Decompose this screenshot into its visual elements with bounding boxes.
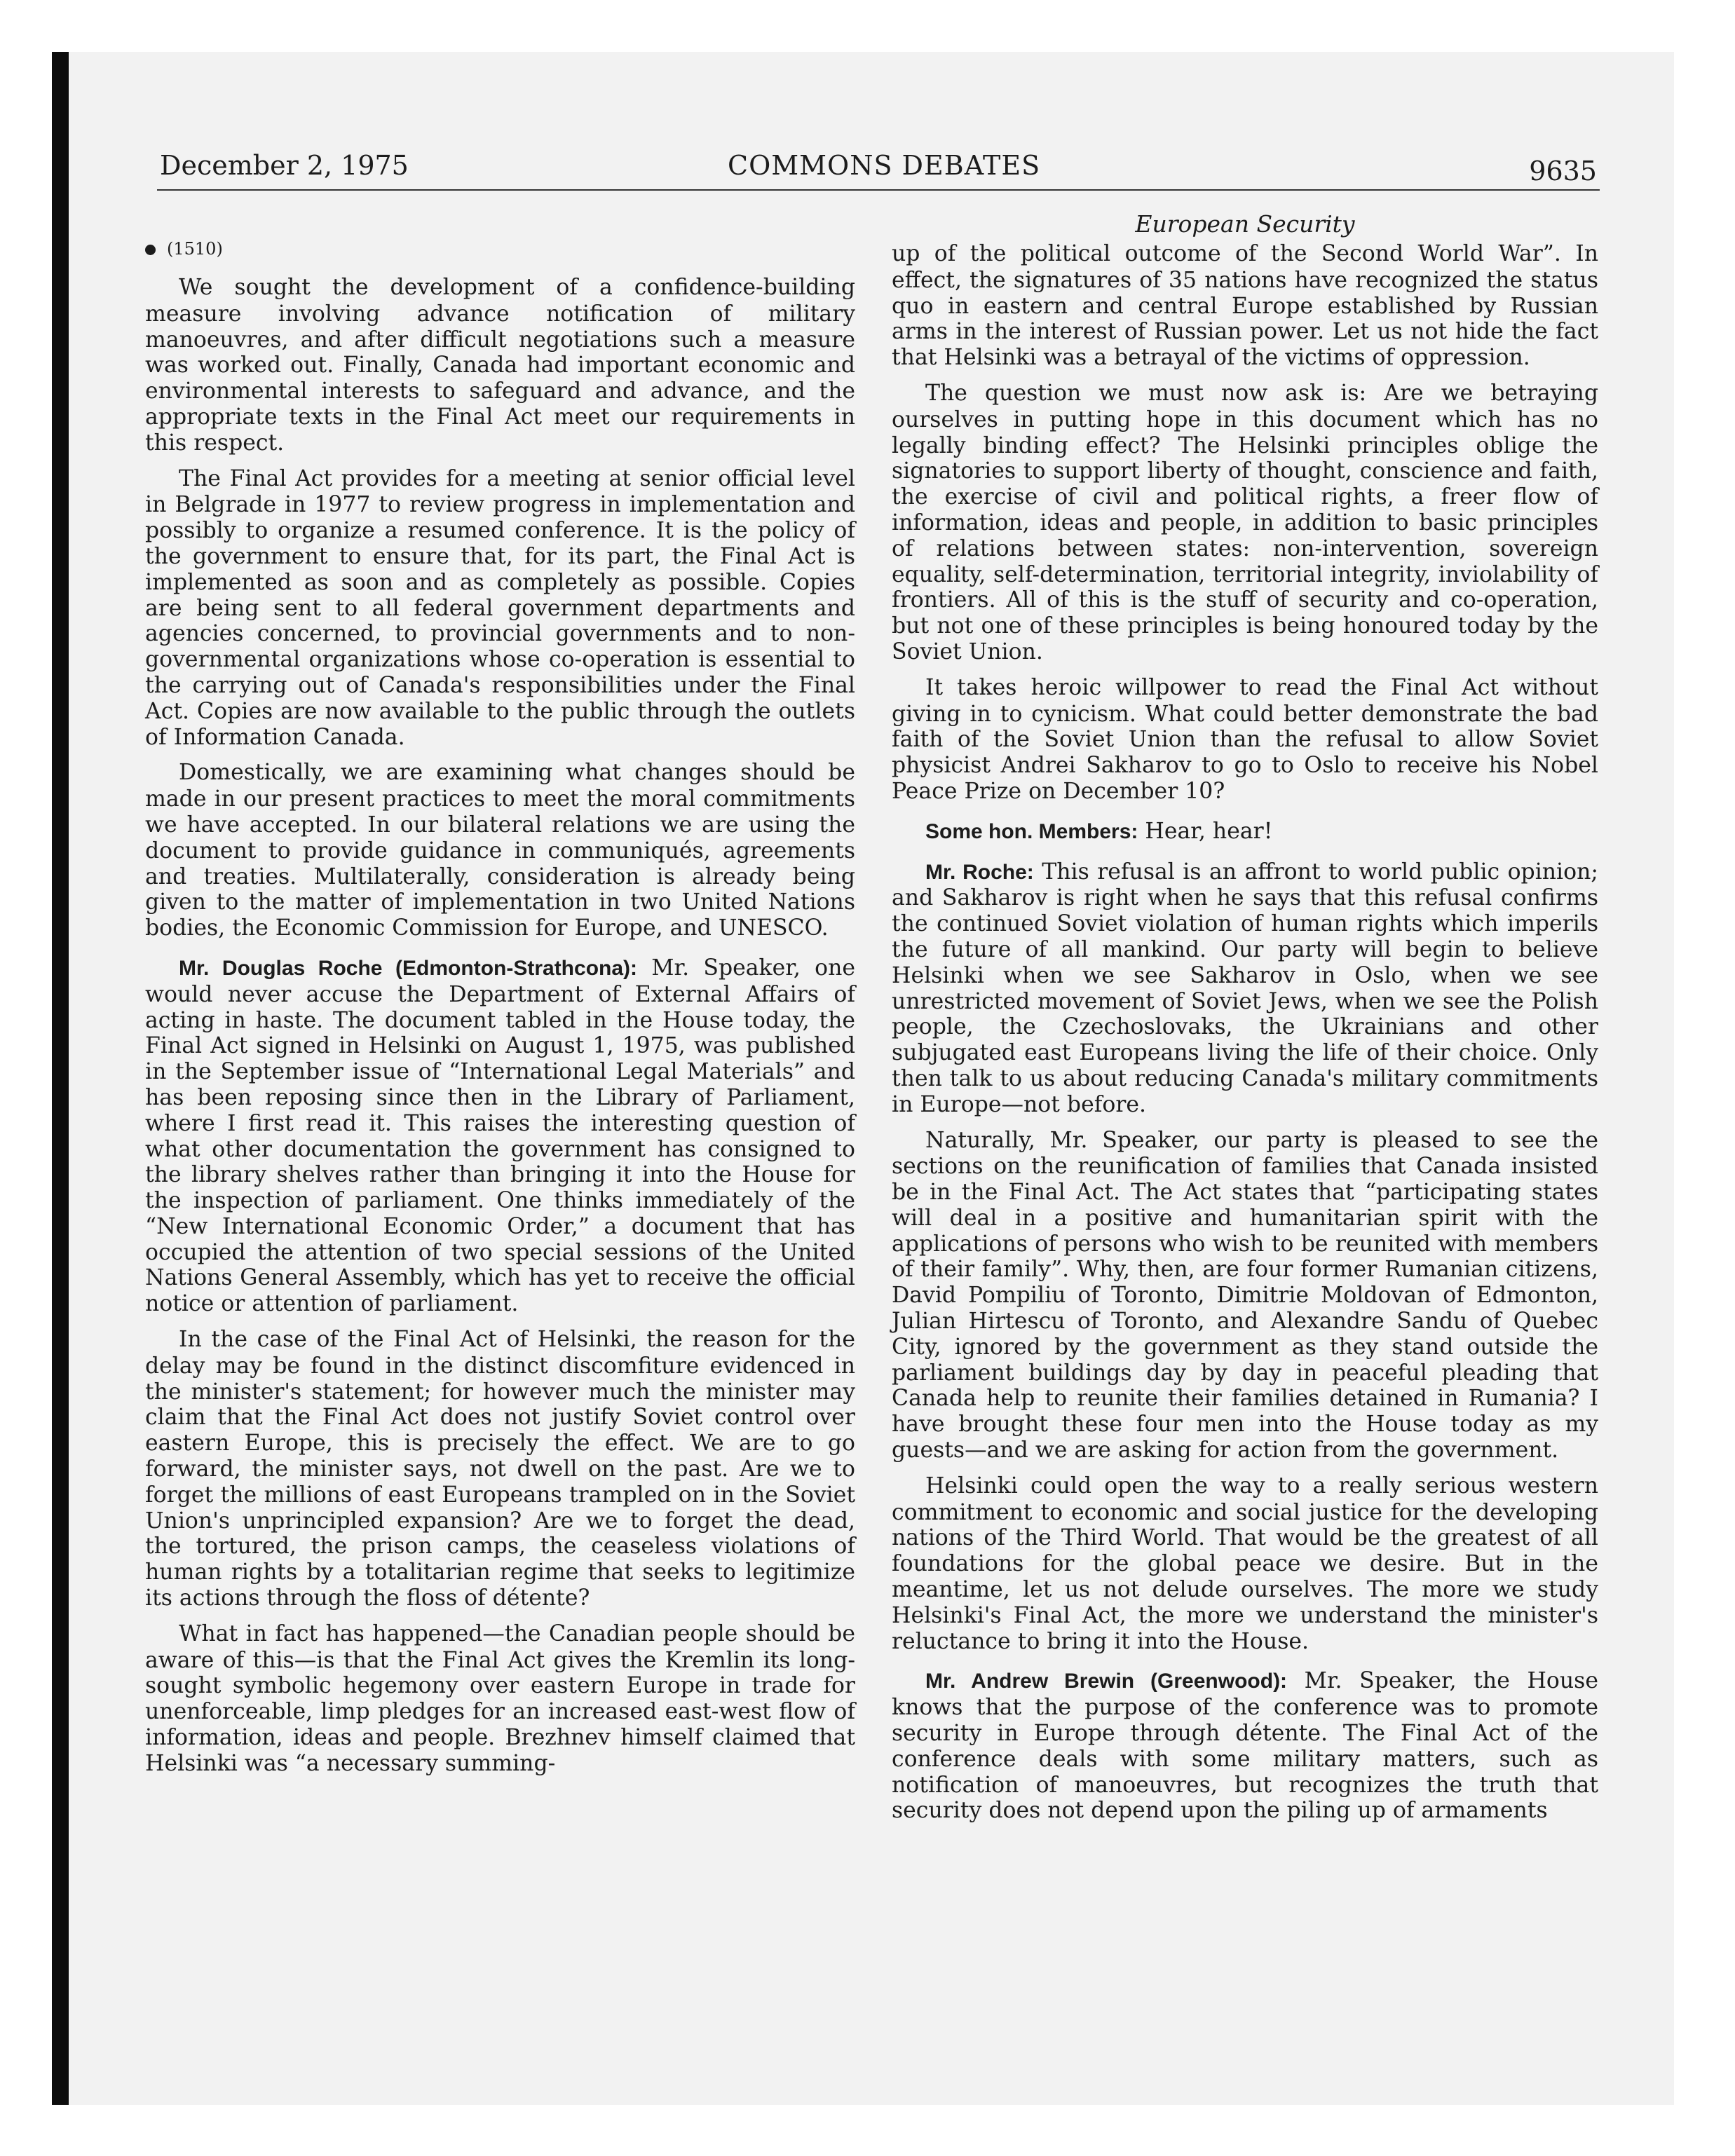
time-marker <box>145 238 855 259</box>
speaker-name: Mr. Roche: <box>925 860 1034 884</box>
paragraph <box>145 1327 855 1611</box>
paragraph-text: What in fact has happened—the Canadian people should be aware of this—is that the Final Act gives the Kremlin its long-sought symbolic hegemony over eastern Europe in trade for unenforceable, limp pledges for an increased east-west flow of information, ideas and people. Brezhnev himself claimed that Helsinki was “a necessary summing- <box>145 1621 855 1776</box>
paragraph-text: Helsinki could open the way to a really serious western commitment to economic and social justice for the developing nations of the Third World. That would be the greatest of all foundations for the global peace we desire. But in the meantime, let us not delude ourselves. The more we study Helsinki's Final Act, the more we understand the minister's reluctance to bring it into the House. <box>892 1473 1598 1654</box>
paragraph-text: Hear, hear! <box>1145 818 1273 844</box>
paragraph <box>892 241 1598 371</box>
speaker-name: Some hon. Members: <box>925 819 1138 843</box>
paragraph <box>892 1668 1598 1824</box>
left-column <box>145 238 855 1787</box>
paragraph-text: Naturally, Mr. Speaker, our party is pleased to see the sections on the reunification of families that Canada insisted be in the Final Act. The Act states that “participating states will deal in a positive and humanitarian spirit with the applications of persons who wish to be reunited with members of their family”. Why, then, are four former Rumanian citizens, David Pompiliu of Toronto, Dimitrie Moldovan of Edmonton, Julian Hirtescu of Toronto, and Alexandre Sandu of Quebec City, ignored by the government as they stand outside the parliament buildings day by day in peaceful pleading that Canada help to reunite their families detained in Rumania? I have brought these four men into the House today as my guests—and we are asking for action from the government. <box>892 1127 1598 1464</box>
paragraph <box>892 675 1598 805</box>
paragraph <box>145 1621 855 1777</box>
header-title: COMMONS DEBATES <box>728 150 1041 181</box>
paragraph-text: We sought the development of a confidence-building measure involving advance notification of military manoeuvres, and after difficult negotiations such a measure was worked out. Finally, Canada had important economic and environmental interests to safeguard and advance, and the appropriate texts in the Final Act meet our requirements in this respect. <box>145 275 855 456</box>
paragraph-text: In the case of the Final Act of Helsinki, the reason for the delay may be found in the distinct discomfiture evidenced in the minister's statement; for however much the minister may claim that the Final Act does not justify Soviet control over eastern Europe, this is precisely the effect. We are to go forward, the minister says, not dwell on the past. Are we to forget the millions of east Europeans trampled on in the Soviet Union's unprincipled expansion? Are we to forget the dead, the tortured, the prison camps, the ceaseless violations of human rights by a totalitarian regime that seeks to legitimize its actions through the floss of détente? <box>145 1327 855 1611</box>
header-date: December 2, 1975 <box>160 150 409 181</box>
paragraph-text: Mr. Speaker, one would never accuse the Department of External Affairs of acting in haste. The document tabled in the House today, the Final Act signed in Helsinki on August 1, 1975, was published in the September issue of “International Legal Materials” and has been reposing since then in the Library of Parliament, where I first read it. This raises the interesting question of what other documentation the government has consigned to the library shelves rather than bringing it into the House for the inspection of parliament. One thinks immediately of the “New International Economic Order,” a document that has occupied the attention of two special sessions of the United Nations General Assembly, which has yet to receive the official notice or attention of parliament. <box>145 955 856 1317</box>
paragraph <box>145 275 855 456</box>
paragraph-text: up of the political outcome of the Second World War”. In effect, the signatures of 35 nations have recognized the status quo in eastern and central Europe established by Russian arms in the interest of Russian power. Let us not hide the fact that Helsinki was a betrayal of the victims of oppression. <box>892 241 1598 371</box>
right-column <box>892 210 1598 1834</box>
bullet-icon <box>145 245 156 255</box>
running-head: European Security <box>1135 210 1355 238</box>
paragraph-text: The question we must now ask is: Are we betraying ourselves in putting hope in this document which has no legally binding effect? The Helsinki principles oblige the signatories to support liberty of thought, conscience and faith, the exercise of civil and political rights, a freer flow of information, ideas and people, in addition to basic principles of relations between states: non-intervention, sovereign equality, self-determination, territorial integrity, inviolability of frontiers. All of this is the stuff of security and co-operation, but not one of these principles is being honoured today by the Soviet Union. <box>892 380 1598 664</box>
paragraph <box>892 381 1598 665</box>
paragraph-text: Mr. Speaker, the House knows that the purpose of the conference was to promote security in Europe through détente. The Final Act of the conference deals with some military matters, such as notification of manoeuvres, but recognizes the truth that security does not depend upon the piling up of armaments <box>892 1668 1598 1824</box>
paragraph <box>145 955 855 1317</box>
header-rule <box>157 189 1600 191</box>
scan-edge-bar <box>52 52 69 2105</box>
paragraph <box>145 466 855 751</box>
page-header <box>160 150 1597 192</box>
speaker-name: Mr. Andrew Brewin (Greenwood): <box>925 1670 1288 1693</box>
paragraph-text: This refusal is an affront to world public opinion; and Sakharov is right when he says that this refusal confirms the continued Soviet violation of human rights which imperils the future of all mankind. Our party will begin to believe Helsinki when we see Sakharov in Oslo, when we see unrestricted movement of Soviet Jews, when we see the Polish people, the Czechoslovaks, the Ukrainians and other subjugated east Europeans living the life of their choice. Only then talk to us about reducing Canada's military commitments in Europe—not before. <box>892 859 1598 1117</box>
paragraph <box>892 859 1598 1118</box>
paragraph-text: It takes heroic willpower to read the Final Act without giving in to cynicism. What could better demonstrate the bad faith of the Soviet Union than the refusal to allow Soviet physicist Andrei Sakharov to go to Oslo to receive his Nobel Peace Prize on December 10? <box>892 674 1598 804</box>
paragraph <box>892 1473 1598 1655</box>
paragraph <box>145 760 855 941</box>
paragraph <box>892 1128 1598 1464</box>
page-number: 9635 <box>1529 156 1597 186</box>
paragraph <box>892 819 1598 845</box>
paragraph-text: The Final Act provides for a meeting at senior official level in Belgrade in 1977 to review progress in implementation and possibly to organize a resumed conference. It is the policy of the government to ensure that, for its part, the Final Act is implemented as soon and as completely as possible. Copies are being sent to all federal government departments and agencies concerned, to provincial governments and to non-governmental organizations whose co-operation is essential to the carrying out of Canada's responsibilities under the Final Act. Copies are now available to the public through the outlets of Information Canada. <box>145 465 855 750</box>
paragraph-text: Domestically, we are examining what changes should be made in our present practices to meet the moral commitments we have accepted. In our bilateral relations we are using the document to provide guidance in communiqués, agreements and treaties. Multilaterally, consideration is already being given to the matter of implementation in two United Nations bodies, the Economic Commission for Europe, and UNESCO. <box>145 760 855 941</box>
speaker-name: Mr. Douglas Roche (Edmonton-Strathcona): <box>179 956 638 980</box>
time-marker-text: (1510) <box>167 239 223 259</box>
